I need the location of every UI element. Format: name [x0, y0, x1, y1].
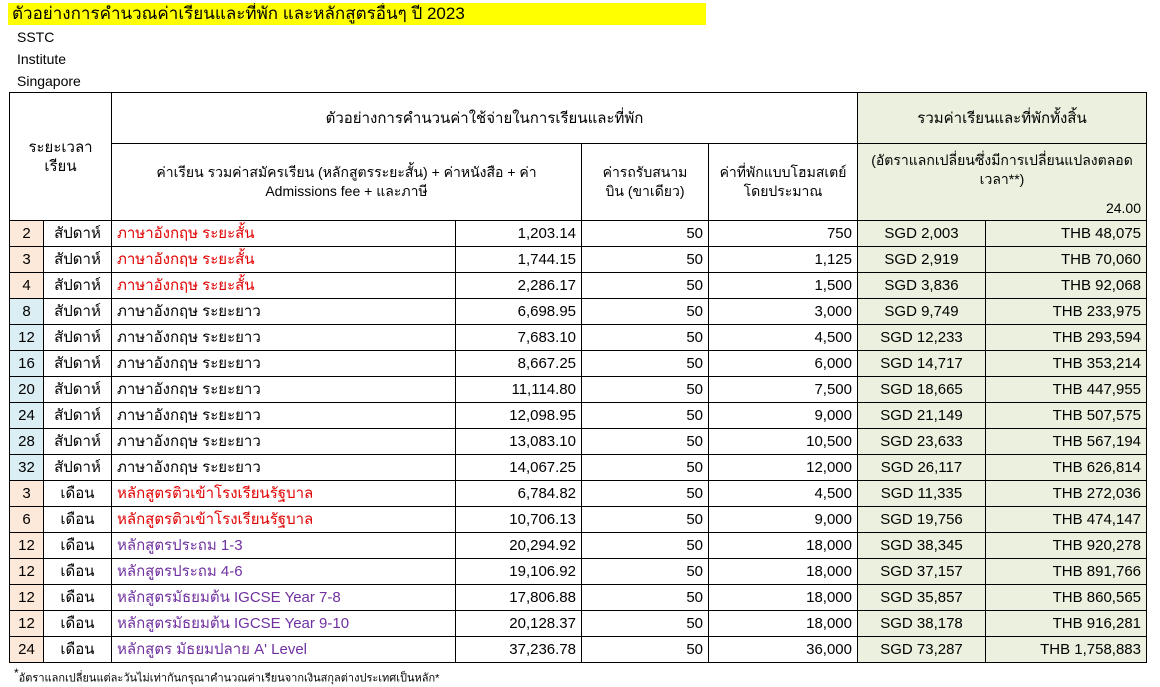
duration-unit: สัปดาห์: [44, 377, 112, 403]
total-sgd: SGD 12,233: [858, 325, 986, 351]
accommodation-value: 18,000: [709, 585, 858, 611]
duration-unit: สัปดาห์: [44, 325, 112, 351]
exchange-rate-value: 24.00: [986, 197, 1147, 221]
tuition-value: 6,784.82: [456, 481, 582, 507]
table-row: [10, 299, 1147, 325]
fee-table: [9, 92, 1147, 663]
accommodation-header: ค่าที่พักแบบโฮมสเตย์ โดยประมาณ: [709, 144, 858, 221]
duration-unit: เดือน: [44, 481, 112, 507]
duration-unit: สัปดาห์: [44, 299, 112, 325]
tuition-value: 20,128.37: [456, 611, 582, 637]
total-thb: THB 474,147: [986, 507, 1147, 533]
airport-value: 50: [582, 533, 709, 559]
table-row: [10, 481, 1147, 507]
airport-value: 50: [582, 585, 709, 611]
table-row: [10, 559, 1147, 585]
tuition-value: 1,744.15: [456, 247, 582, 273]
accommodation-value: 18,000: [709, 533, 858, 559]
total-sgd: SGD 21,149: [858, 403, 986, 429]
total-thb: THB 916,281: [986, 611, 1147, 637]
airport-value: 50: [582, 429, 709, 455]
table-row: [10, 247, 1147, 273]
duration-unit: เดือน: [44, 637, 112, 663]
duration-unit: เดือน: [44, 559, 112, 585]
tuition-value: 7,683.10: [456, 325, 582, 351]
total-sgd: SGD 73,287: [858, 637, 986, 663]
duration-number: 16: [10, 351, 44, 377]
footnote-text: อัตราแลกเปลี่ยนแต่ละวันไม่เท่ากันกรุณาคำนวณค่าเรียนจากเงินสกุลต่างประเทศเป็นหลัก*: [18, 672, 440, 685]
course-name: หลักสูตรประถม 4-6: [112, 559, 456, 585]
duration-number: 12: [10, 559, 44, 585]
duration-number: 4: [10, 273, 44, 299]
duration-number: 24: [10, 637, 44, 663]
total-thb: THB 70,060: [986, 247, 1147, 273]
tuition-value: 10,706.13: [456, 507, 582, 533]
airport-value: 50: [582, 247, 709, 273]
footnote-mark: *: [14, 666, 19, 680]
table-row: [10, 403, 1147, 429]
total-sgd: SGD 2,919: [858, 247, 986, 273]
duration-unit: สัปดาห์: [44, 273, 112, 299]
duration-number: 12: [10, 325, 44, 351]
total-sgd: SGD 19,756: [858, 507, 986, 533]
exchange-rate-note: (อัตราแลกเปลี่ยนซึ่งมีการเปลี่ยนแปลงตลอดเวลา**): [858, 144, 1147, 197]
course-name: ภาษาอังกฤษ ระยะยาว: [112, 377, 456, 403]
table-row: [10, 455, 1147, 481]
duration-number: 12: [10, 611, 44, 637]
airport-value: 50: [582, 273, 709, 299]
airport-value: 50: [582, 221, 709, 247]
table-row: [10, 221, 1147, 247]
table-row: [10, 377, 1147, 403]
accommodation-value: 18,000: [709, 559, 858, 585]
accommodation-value: 4,500: [709, 325, 858, 351]
course-name: ภาษาอังกฤษ ระยะสั้น: [112, 273, 456, 299]
duration-number: 12: [10, 533, 44, 559]
course-name: ภาษาอังกฤษ ระยะสั้น: [112, 247, 456, 273]
airport-value: 50: [582, 559, 709, 585]
course-name: ภาษาอังกฤษ ระยะสั้น: [112, 221, 456, 247]
duration-unit: เดือน: [44, 611, 112, 637]
table-row: [10, 533, 1147, 559]
total-thb: THB 353,214: [986, 351, 1147, 377]
total-sgd: SGD 14,717: [858, 351, 986, 377]
tuition-value: 37,236.78: [456, 637, 582, 663]
airport-value: 50: [582, 403, 709, 429]
duration-unit: สัปดาห์: [44, 221, 112, 247]
course-name: หลักสูตรประถม 1-3: [112, 533, 456, 559]
total-thb: THB 567,194: [986, 429, 1147, 455]
accommodation-value: 4,500: [709, 481, 858, 507]
accommodation-value: 6,000: [709, 351, 858, 377]
total-sgd: SGD 35,857: [858, 585, 986, 611]
tuition-value: 13,083.10: [456, 429, 582, 455]
accommodation-value: 10,500: [709, 429, 858, 455]
course-name: ภาษาอังกฤษ ระยะยาว: [112, 429, 456, 455]
course-name: ภาษาอังกฤษ ระยะยาว: [112, 403, 456, 429]
institute-line-3: Singapore: [17, 73, 81, 89]
airport-value: 50: [582, 507, 709, 533]
table-row: [10, 585, 1147, 611]
course-name: หลักสูตรติวเข้าโรงเรียนรัฐบาล: [112, 507, 456, 533]
accommodation-value: 7,500: [709, 377, 858, 403]
tuition-value: 1,203.14: [456, 221, 582, 247]
duration-number: 3: [10, 481, 44, 507]
course-name: ภาษาอังกฤษ ระยะยาว: [112, 299, 456, 325]
airport-value: 50: [582, 637, 709, 663]
accommodation-value: 9,000: [709, 403, 858, 429]
airport-value: 50: [582, 299, 709, 325]
institute-line-2: Institute: [17, 51, 67, 67]
total-thb: THB 626,814: [986, 455, 1147, 481]
tuition-value: 17,806.88: [456, 585, 582, 611]
total-sgd: SGD 26,117: [858, 455, 986, 481]
duration-unit: สัปดาห์: [44, 247, 112, 273]
course-name: หลักสูตรมัธยมต้น IGCSE Year 9-10: [112, 611, 456, 637]
duration-number: 8: [10, 299, 44, 325]
duration-unit: สัปดาห์: [44, 351, 112, 377]
accommodation-value: 9,000: [709, 507, 858, 533]
tuition-value: 12,098.95: [456, 403, 582, 429]
course-name: หลักสูตรมัธยมต้น IGCSE Year 7-8: [112, 585, 456, 611]
total-thb: THB 447,955: [986, 377, 1147, 403]
accommodation-value: 3,000: [709, 299, 858, 325]
course-name: หลักสูตร มัธยมปลาย A' Level: [112, 637, 456, 663]
total-header: รวมค่าเรียนและที่พักทั้งสิ้น: [858, 93, 1147, 144]
total-thb: THB 272,036: [986, 481, 1147, 507]
institute-line-1: SSTC: [17, 29, 55, 45]
duration-unit: เดือน: [44, 507, 112, 533]
accommodation-value: 18,000: [709, 611, 858, 637]
table-row: [10, 611, 1147, 637]
accommodation-value: 1,500: [709, 273, 858, 299]
duration-number: 20: [10, 377, 44, 403]
table-row: [10, 507, 1147, 533]
total-thb: THB 293,594: [986, 325, 1147, 351]
duration-number: 28: [10, 429, 44, 455]
airport-header: ค่ารถรับสนามบิน (ขาเดียว): [582, 144, 709, 221]
course-name: ภาษาอังกฤษ ระยะยาว: [112, 455, 456, 481]
duration-header: ระยะเวลาเรียน: [10, 93, 112, 221]
total-sgd: SGD 2,003: [858, 221, 986, 247]
airport-value: 50: [582, 325, 709, 351]
accommodation-value: 12,000: [709, 455, 858, 481]
total-thb: THB 891,766: [986, 559, 1147, 585]
tuition-value: 20,294.92: [456, 533, 582, 559]
duration-number: 32: [10, 455, 44, 481]
table-row: [10, 429, 1147, 455]
total-thb: THB 92,068: [986, 273, 1147, 299]
total-sgd: SGD 23,633: [858, 429, 986, 455]
tuition-value: 19,106.92: [456, 559, 582, 585]
total-sgd: SGD 11,335: [858, 481, 986, 507]
total-sgd: SGD 38,178: [858, 611, 986, 637]
duration-number: 6: [10, 507, 44, 533]
tuition-value: 8,667.25: [456, 351, 582, 377]
total-sgd: SGD 38,345: [858, 533, 986, 559]
tuition-header: ค่าเรียน รวมค่าสมัครเรียน (หลักสูตรระยะสั้น) + ค่าหนังสือ + ค่า Admissions fee + และภาษี: [112, 144, 582, 221]
duration-number: 3: [10, 247, 44, 273]
table-row: [10, 637, 1147, 663]
total-thb: THB 507,575: [986, 403, 1147, 429]
accommodation-value: 1,125: [709, 247, 858, 273]
duration-unit: เดือน: [44, 533, 112, 559]
tuition-value: 2,286.17: [456, 273, 582, 299]
duration-number: 24: [10, 403, 44, 429]
duration-number: 2: [10, 221, 44, 247]
example-group-header: ตัวอย่างการคำนวนค่าใช้จ่ายในการเรียนและที่พัก: [112, 93, 858, 144]
duration-unit: เดือน: [44, 585, 112, 611]
course-name: ภาษาอังกฤษ ระยะยาว: [112, 351, 456, 377]
table-row: [10, 325, 1147, 351]
total-sgd: SGD 9,749: [858, 299, 986, 325]
total-thb: THB 920,278: [986, 533, 1147, 559]
rate-spacer: [858, 197, 986, 221]
accommodation-value: 36,000: [709, 637, 858, 663]
footnote: [14, 666, 439, 687]
airport-value: 50: [582, 481, 709, 507]
duration-unit: สัปดาห์: [44, 403, 112, 429]
duration-unit: สัปดาห์: [44, 429, 112, 455]
total-thb: THB 233,975: [986, 299, 1147, 325]
course-name: ภาษาอังกฤษ ระยะยาว: [112, 325, 456, 351]
total-sgd: SGD 18,665: [858, 377, 986, 403]
total-sgd: SGD 3,836: [858, 273, 986, 299]
airport-value: 50: [582, 351, 709, 377]
tuition-value: 11,114.80: [456, 377, 582, 403]
table-row: [10, 351, 1147, 377]
airport-value: 50: [582, 377, 709, 403]
total-sgd: SGD 37,157: [858, 559, 986, 585]
airport-value: 50: [582, 611, 709, 637]
page-title: ตัวอย่างการคำนวณค่าเรียนและที่พัก และหลักสูตรอื่นๆ ปี 2023: [8, 3, 706, 25]
tuition-value: 6,698.95: [456, 299, 582, 325]
table-row: [10, 273, 1147, 299]
duration-number: 12: [10, 585, 44, 611]
total-thb: THB 860,565: [986, 585, 1147, 611]
duration-unit: สัปดาห์: [44, 455, 112, 481]
tuition-value: 14,067.25: [456, 455, 582, 481]
total-thb: THB 48,075: [986, 221, 1147, 247]
total-thb: THB 1,758,883: [986, 637, 1147, 663]
course-name: หลักสูตรติวเข้าโรงเรียนรัฐบาล: [112, 481, 456, 507]
accommodation-value: 750: [709, 221, 858, 247]
airport-value: 50: [582, 455, 709, 481]
